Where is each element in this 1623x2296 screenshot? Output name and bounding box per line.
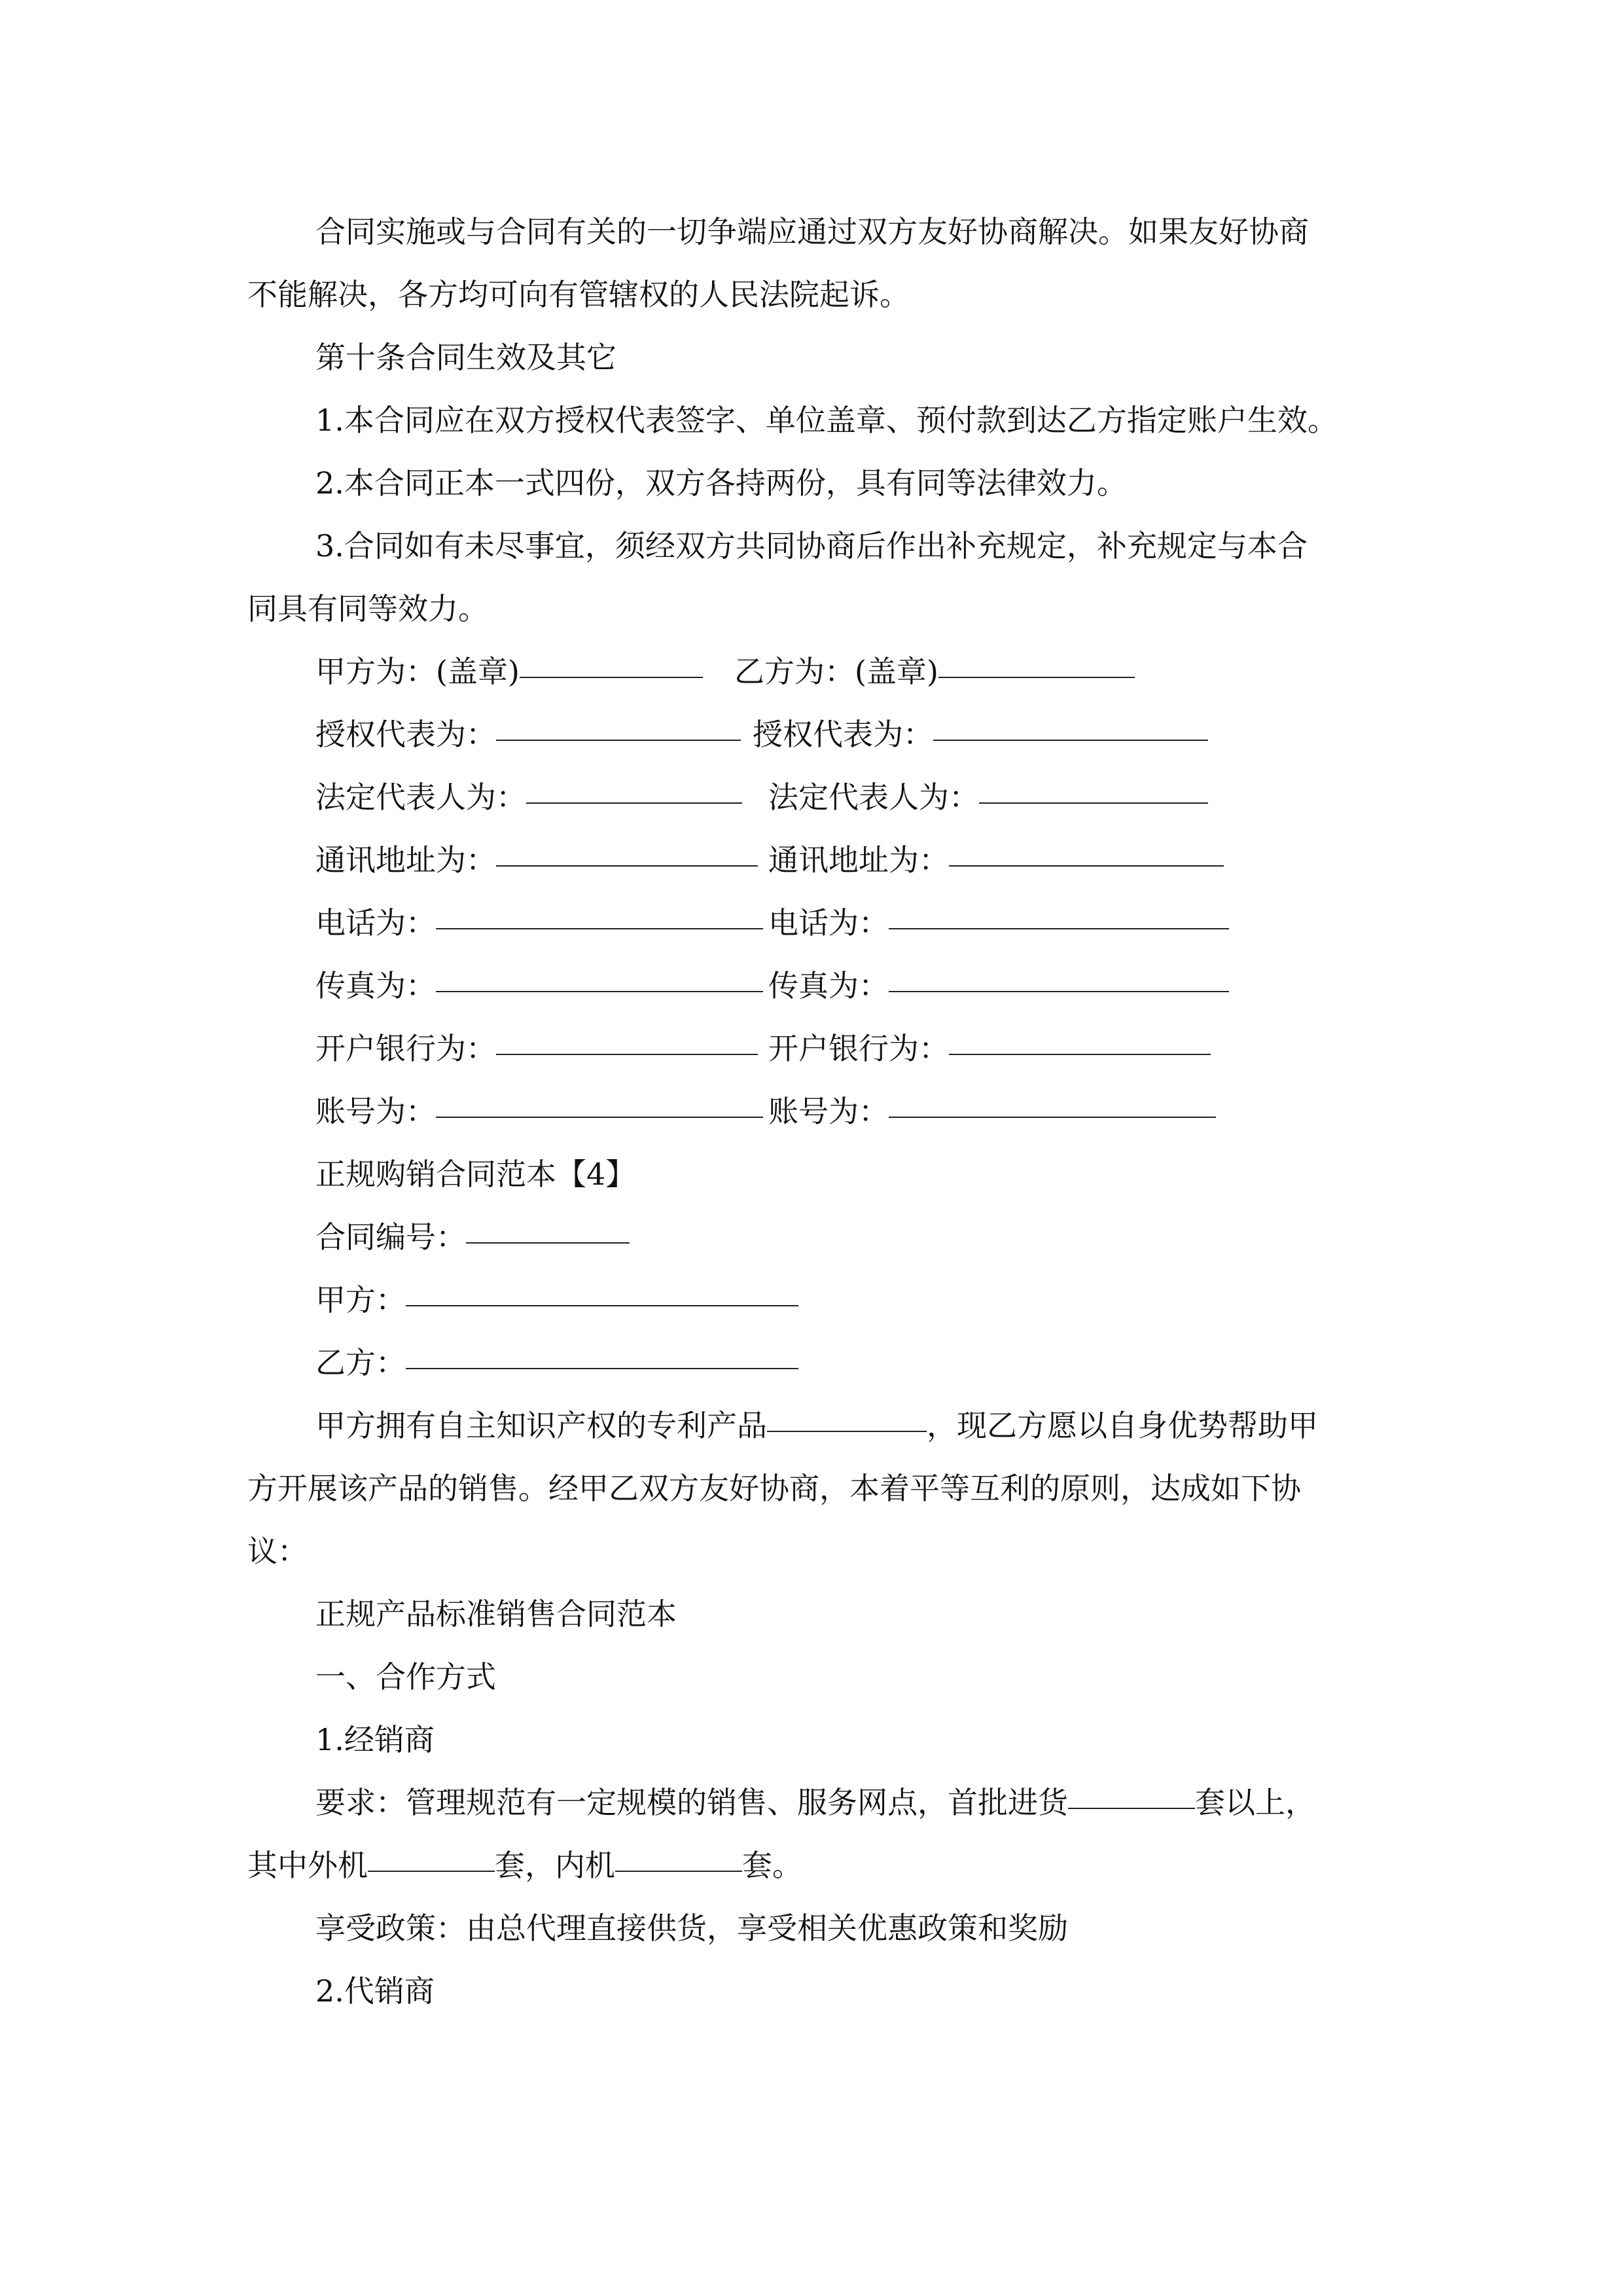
party-b-account-label: 账号为：: [768, 1094, 889, 1129]
party-a-seal-blank[interactable]: [520, 677, 703, 678]
party-b-seal-blank[interactable]: [938, 677, 1135, 678]
dispute-paragraph-line-2: 不能解决，各方均可向有管辖权的人民法院起诉。: [247, 277, 910, 312]
intro-line-1: 甲方拥有自主知识产权的专利产品 ，现乙方愿以自身优势帮助甲: [315, 1408, 1318, 1443]
party-b-address-label: 通讯地址为：: [768, 842, 949, 878]
party-b-fax-label: 传真为：: [768, 968, 889, 1003]
party-a-fax-blank[interactable]: [436, 991, 763, 992]
indoor-unit-quantity-blank[interactable]: [615, 1871, 742, 1872]
party-a-row: [315, 1268, 798, 1331]
party-b-authorized-rep-label: 授权代表为：: [753, 717, 933, 752]
requirement-line-1: 要求：管理规范有一定规模的销售、服务网点，首批进货 套以上，: [315, 1785, 1315, 1820]
party-a-label: 甲方：: [315, 1282, 406, 1318]
contract-4-title: 正规购销合同范本【4】: [315, 1157, 636, 1192]
contract-number-blank[interactable]: [466, 1242, 630, 1244]
party-b-authorized-rep-group: [753, 703, 1208, 766]
party-a-bank-blank[interactable]: [496, 1054, 758, 1055]
patent-product-blank[interactable]: [767, 1431, 927, 1432]
party-b-row: [315, 1331, 798, 1394]
party-b-bank-group: [768, 1017, 1211, 1080]
party-b-label: 乙方：: [315, 1345, 406, 1380]
party-b-bank-label: 开户银行为：: [768, 1031, 949, 1066]
signature-row-bank: [315, 1017, 949, 1080]
outdoor-unit-quantity-blank[interactable]: [368, 1871, 495, 1872]
contract-number-row: [315, 1206, 630, 1268]
contract-number-label: 合同编号：: [315, 1219, 466, 1255]
party-b-authorized-rep-blank[interactable]: [933, 740, 1208, 741]
party-b-fax-group: [768, 954, 1229, 1017]
party-a-bank-label: 开户银行为：: [315, 1031, 496, 1066]
party-b-legal-rep-group: [768, 766, 1208, 829]
party-a-legal-rep-label: 法定代表人为：: [315, 780, 526, 815]
policy-line: 享受政策：由总代理直接供货，享受相关优惠政策和奖励: [315, 1910, 1068, 1946]
clause-item-3-line-2: 同具有同等效力。: [247, 591, 488, 626]
party-a-account-blank[interactable]: [436, 1117, 763, 1118]
clause-item-3-line-1: 3.合同如有未尽事宜，须经双方共同协商后作出补充规定，补充规定与本合: [315, 528, 1308, 564]
dispute-paragraph-line-1: 合同实施或与合同有关的一切争端应通过双方友好协商解决。如果友好协商: [315, 214, 1309, 249]
clause-item-2: 2.本合同正本一式四份，双方各持两份，具有同等法律效力。: [315, 465, 1127, 501]
article-10-title: 第十条合同生效及其它: [315, 340, 616, 375]
party-b-account-blank[interactable]: [889, 1117, 1216, 1118]
party-a-account-label: 账号为：: [315, 1094, 436, 1129]
intro-line-3: 议：: [247, 1534, 308, 1569]
signature-row-account: [315, 1080, 889, 1143]
party-a-authorized-rep-label: 授权代表为：: [315, 717, 496, 752]
party-a-authorized-rep-blank[interactable]: [496, 740, 741, 741]
signature-row-fax: [315, 954, 889, 1017]
party-b-blank[interactable]: [406, 1368, 798, 1369]
signature-row-legal-rep: [315, 766, 979, 829]
party-b-bank-blank[interactable]: [949, 1054, 1211, 1055]
party-b-address-group: [768, 829, 1224, 891]
party-a-phone-label: 电话为：: [315, 905, 436, 941]
clause-item-1: 1.本合同应在双方授权代表签字、单位盖章、预付款到达乙方指定账户生效。: [315, 403, 1338, 438]
signature-row-seal: [315, 640, 938, 703]
agent-title: 2.代销商: [315, 1973, 435, 2009]
signature-row-authorized-rep: [315, 703, 933, 766]
requirement-line-2: 其中外机 套，内机 套。: [247, 1848, 802, 1883]
party-b-seal-group: [734, 640, 1135, 703]
signature-row-address: [315, 829, 949, 891]
first-batch-quantity-blank[interactable]: [1068, 1808, 1195, 1809]
party-b-address-blank[interactable]: [949, 865, 1224, 867]
party-b-phone-blank[interactable]: [889, 928, 1229, 929]
party-b-legal-rep-label: 法定代表人为：: [768, 780, 979, 815]
intro-line-2: 方开展该产品的销售。经甲乙双方友好协商，本着平等互利的原则，达成如下协: [247, 1471, 1301, 1506]
party-b-account-group: [768, 1080, 1216, 1143]
party-b-fax-blank[interactable]: [889, 991, 1229, 992]
party-a-seal-label: 甲方为：(盖章): [315, 654, 520, 689]
signature-row-phone: [315, 891, 889, 954]
party-a-legal-rep-blank[interactable]: [526, 802, 742, 804]
party-a-fax-label: 传真为：: [315, 968, 436, 1003]
party-a-address-blank[interactable]: [496, 865, 758, 867]
party-a-blank[interactable]: [406, 1305, 798, 1306]
party-b-legal-rep-blank[interactable]: [979, 802, 1208, 804]
contract-subtitle: 正规产品标准销售合同范本: [315, 1596, 677, 1632]
party-a-address-label: 通讯地址为：: [315, 842, 496, 878]
section-1-title: 一、合作方式: [315, 1659, 496, 1695]
party-b-seal-label: 乙方为：(盖章): [734, 654, 938, 689]
dealer-title: 1.经销商: [315, 1722, 435, 1757]
party-b-phone-group: [768, 891, 1229, 954]
party-a-phone-blank[interactable]: [436, 928, 763, 929]
party-b-phone-label: 电话为：: [768, 905, 889, 941]
